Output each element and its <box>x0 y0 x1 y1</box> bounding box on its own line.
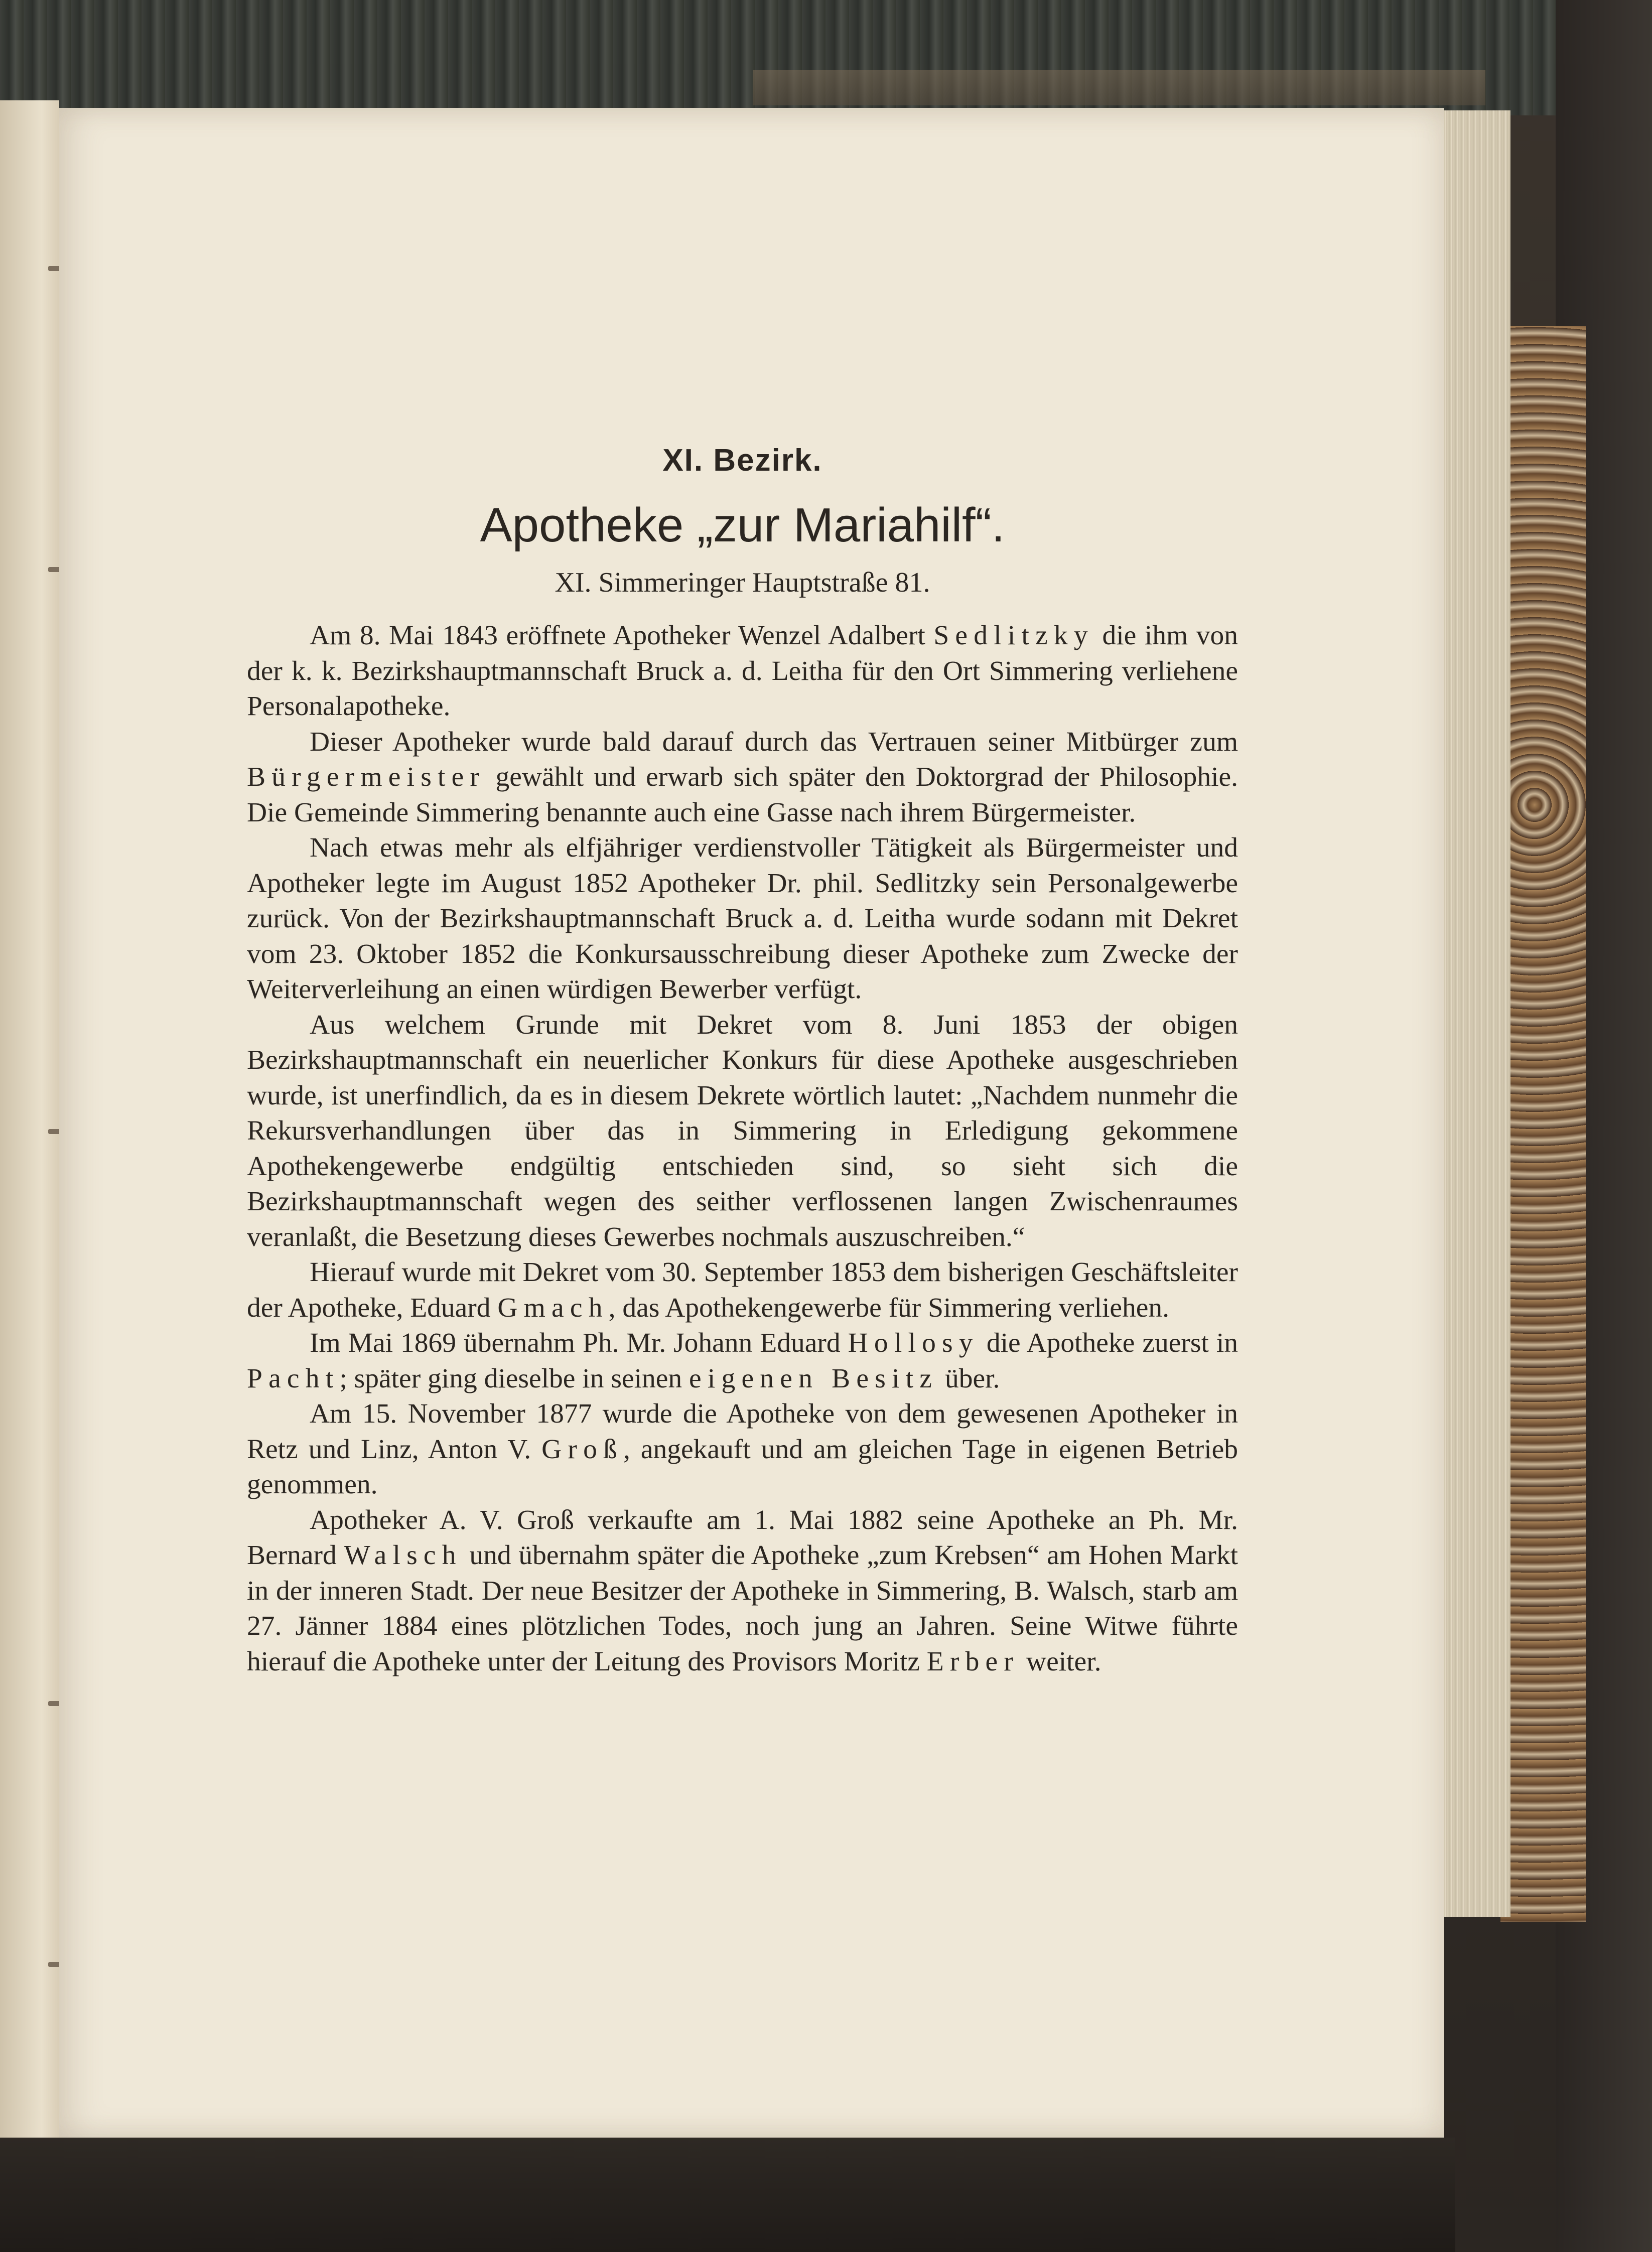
marbled-endpaper <box>1500 326 1586 1922</box>
text-run: Aus welchem Grunde mit Dekret vom 8. Juni 1853 der obigen Bezirkshauptmannschaft ein neuerlicher Konkurs für diese Apotheke ausgeschrieben wurde, ist unerfindlich, da es in diesem Dekrete wörtlich lautet: „Nachdem nunmehr die Rekursverhandlungen über das in Simmering in Erledigung gekommene Apothekengewerbe endgültig entschieden sind, so sieht sich die Bezirkshauptmannschaft wegen des seither verflossenen langen Zwischenraumes veranlaßt, die Besetzung dieses Gewerbes nochmals auszuschreiben.“ <box>247 1009 1238 1252</box>
text-run: weiter. <box>1019 1646 1102 1677</box>
text-run: , angekauft und am gleichen Tage in eigenen Betrieb genommen. <box>247 1434 1238 1500</box>
spaced-emphasis: Pacht <box>247 1363 340 1394</box>
paragraph <box>247 618 1238 725</box>
page-title: Apotheke „zur Mariahilf“. <box>480 498 1005 552</box>
paragraph <box>247 725 1238 831</box>
text-run: die ihm von der k. k. Bezirkshauptmannschaft Bruck a. d. Leitha für den Ort Simmering verliehene Personalapotheke. <box>247 620 1238 722</box>
text-run: Im Mai 1869 übernahm Ph. Mr. Johann Eduard <box>310 1328 848 1358</box>
paragraph <box>247 830 1238 1008</box>
spaced-emphasis: Erber <box>926 1646 1020 1677</box>
spaced-emphasis: Sedlitzky <box>933 620 1094 651</box>
text-run: und übernahm später die Apotheke „zum Krebsen“ am Hohen Markt in der inneren Stadt. Der neue Besitzer der Apotheke in Simmering, B. Walsch, starb am 27. Jänner 1884 eines plötzlichen Todes, noch jung an Jahren. Seine Witwe führte hierauf die Apotheke unter der Leitung des Provisors Moritz <box>247 1540 1238 1677</box>
text-run: Am 15. November 1877 wurde die Apotheke von dem gewesenen Apotheker in Retz und Linz, Anton V. <box>247 1398 1238 1465</box>
paragraph <box>247 1503 1238 1680</box>
binding-wear <box>753 70 1485 105</box>
text-run: ; später ging dieselbe in seinen <box>339 1363 690 1394</box>
spaced-emphasis: Bürgermeister <box>247 762 486 792</box>
paragraph <box>247 1396 1238 1503</box>
page-text-block <box>247 441 1238 1679</box>
text-run: Apotheker A. V. Groß verkaufte am 1. Mai 1882 seine Apotheke an Ph. Mr. Bernard <box>247 1504 1238 1571</box>
book-bottom-shadow <box>0 2138 1455 2252</box>
text-run: Dieser Apotheker wurde bald darauf durch das Vertrauen seiner Mitbürger zum <box>310 726 1238 757</box>
text-run: , das Apothekengewerbe für Simmering verliehen. <box>608 1292 1170 1323</box>
body-text <box>247 618 1238 1679</box>
text-run: Am 8. Mai 1843 eröffnete Apotheker Wenzel Adalbert <box>310 620 934 651</box>
text-run: Hierauf wurde mit Dekret vom 30. September 1853 dem bisherigen Geschäftsleiter der Apotheke, Eduard <box>247 1257 1238 1323</box>
address-line: XI. Simmeringer Hauptstraße 81. <box>555 567 930 598</box>
text-run: Nach etwas mehr als elfjähriger verdienstvoller Tätigkeit als Bürgermeister und Apotheker legte im August 1852 Apotheker Dr. phil. Sedlitzky sein Personalgewerbe zurück. Von der Bezirkshauptmannschaft Bruck a. d. Leitha wurde sodann mit Dekret vom 23. Oktober 1852 die Konkursausschreibung dieser Apotheke zum Zwecke der Weiterverleihung an einen würdigen Bewerber verfügt. <box>247 832 1238 1005</box>
spaced-emphasis: Walsch <box>344 1540 462 1571</box>
paragraph <box>247 1326 1238 1396</box>
paragraph <box>247 1255 1238 1326</box>
spaced-emphasis: eigenen Besitz <box>689 1363 938 1394</box>
spaced-emphasis: Groß <box>541 1434 624 1465</box>
page-edges <box>1435 110 1510 1917</box>
spaced-emphasis: Gmach <box>497 1292 609 1323</box>
paragraph <box>247 1008 1238 1255</box>
text-run: gewählt und erwarb sich später den Doktorgrad der Philosophie. Die Gemeinde Simmering benannte auch eine Gasse nach ihrem Bürgermeister. <box>247 762 1238 828</box>
text-run: über. <box>938 1363 1000 1394</box>
district-heading: XI. Bezirk. <box>662 443 822 478</box>
text-run: die Apotheke zuerst in <box>979 1328 1238 1358</box>
spaced-emphasis: Hollosy <box>848 1328 979 1358</box>
